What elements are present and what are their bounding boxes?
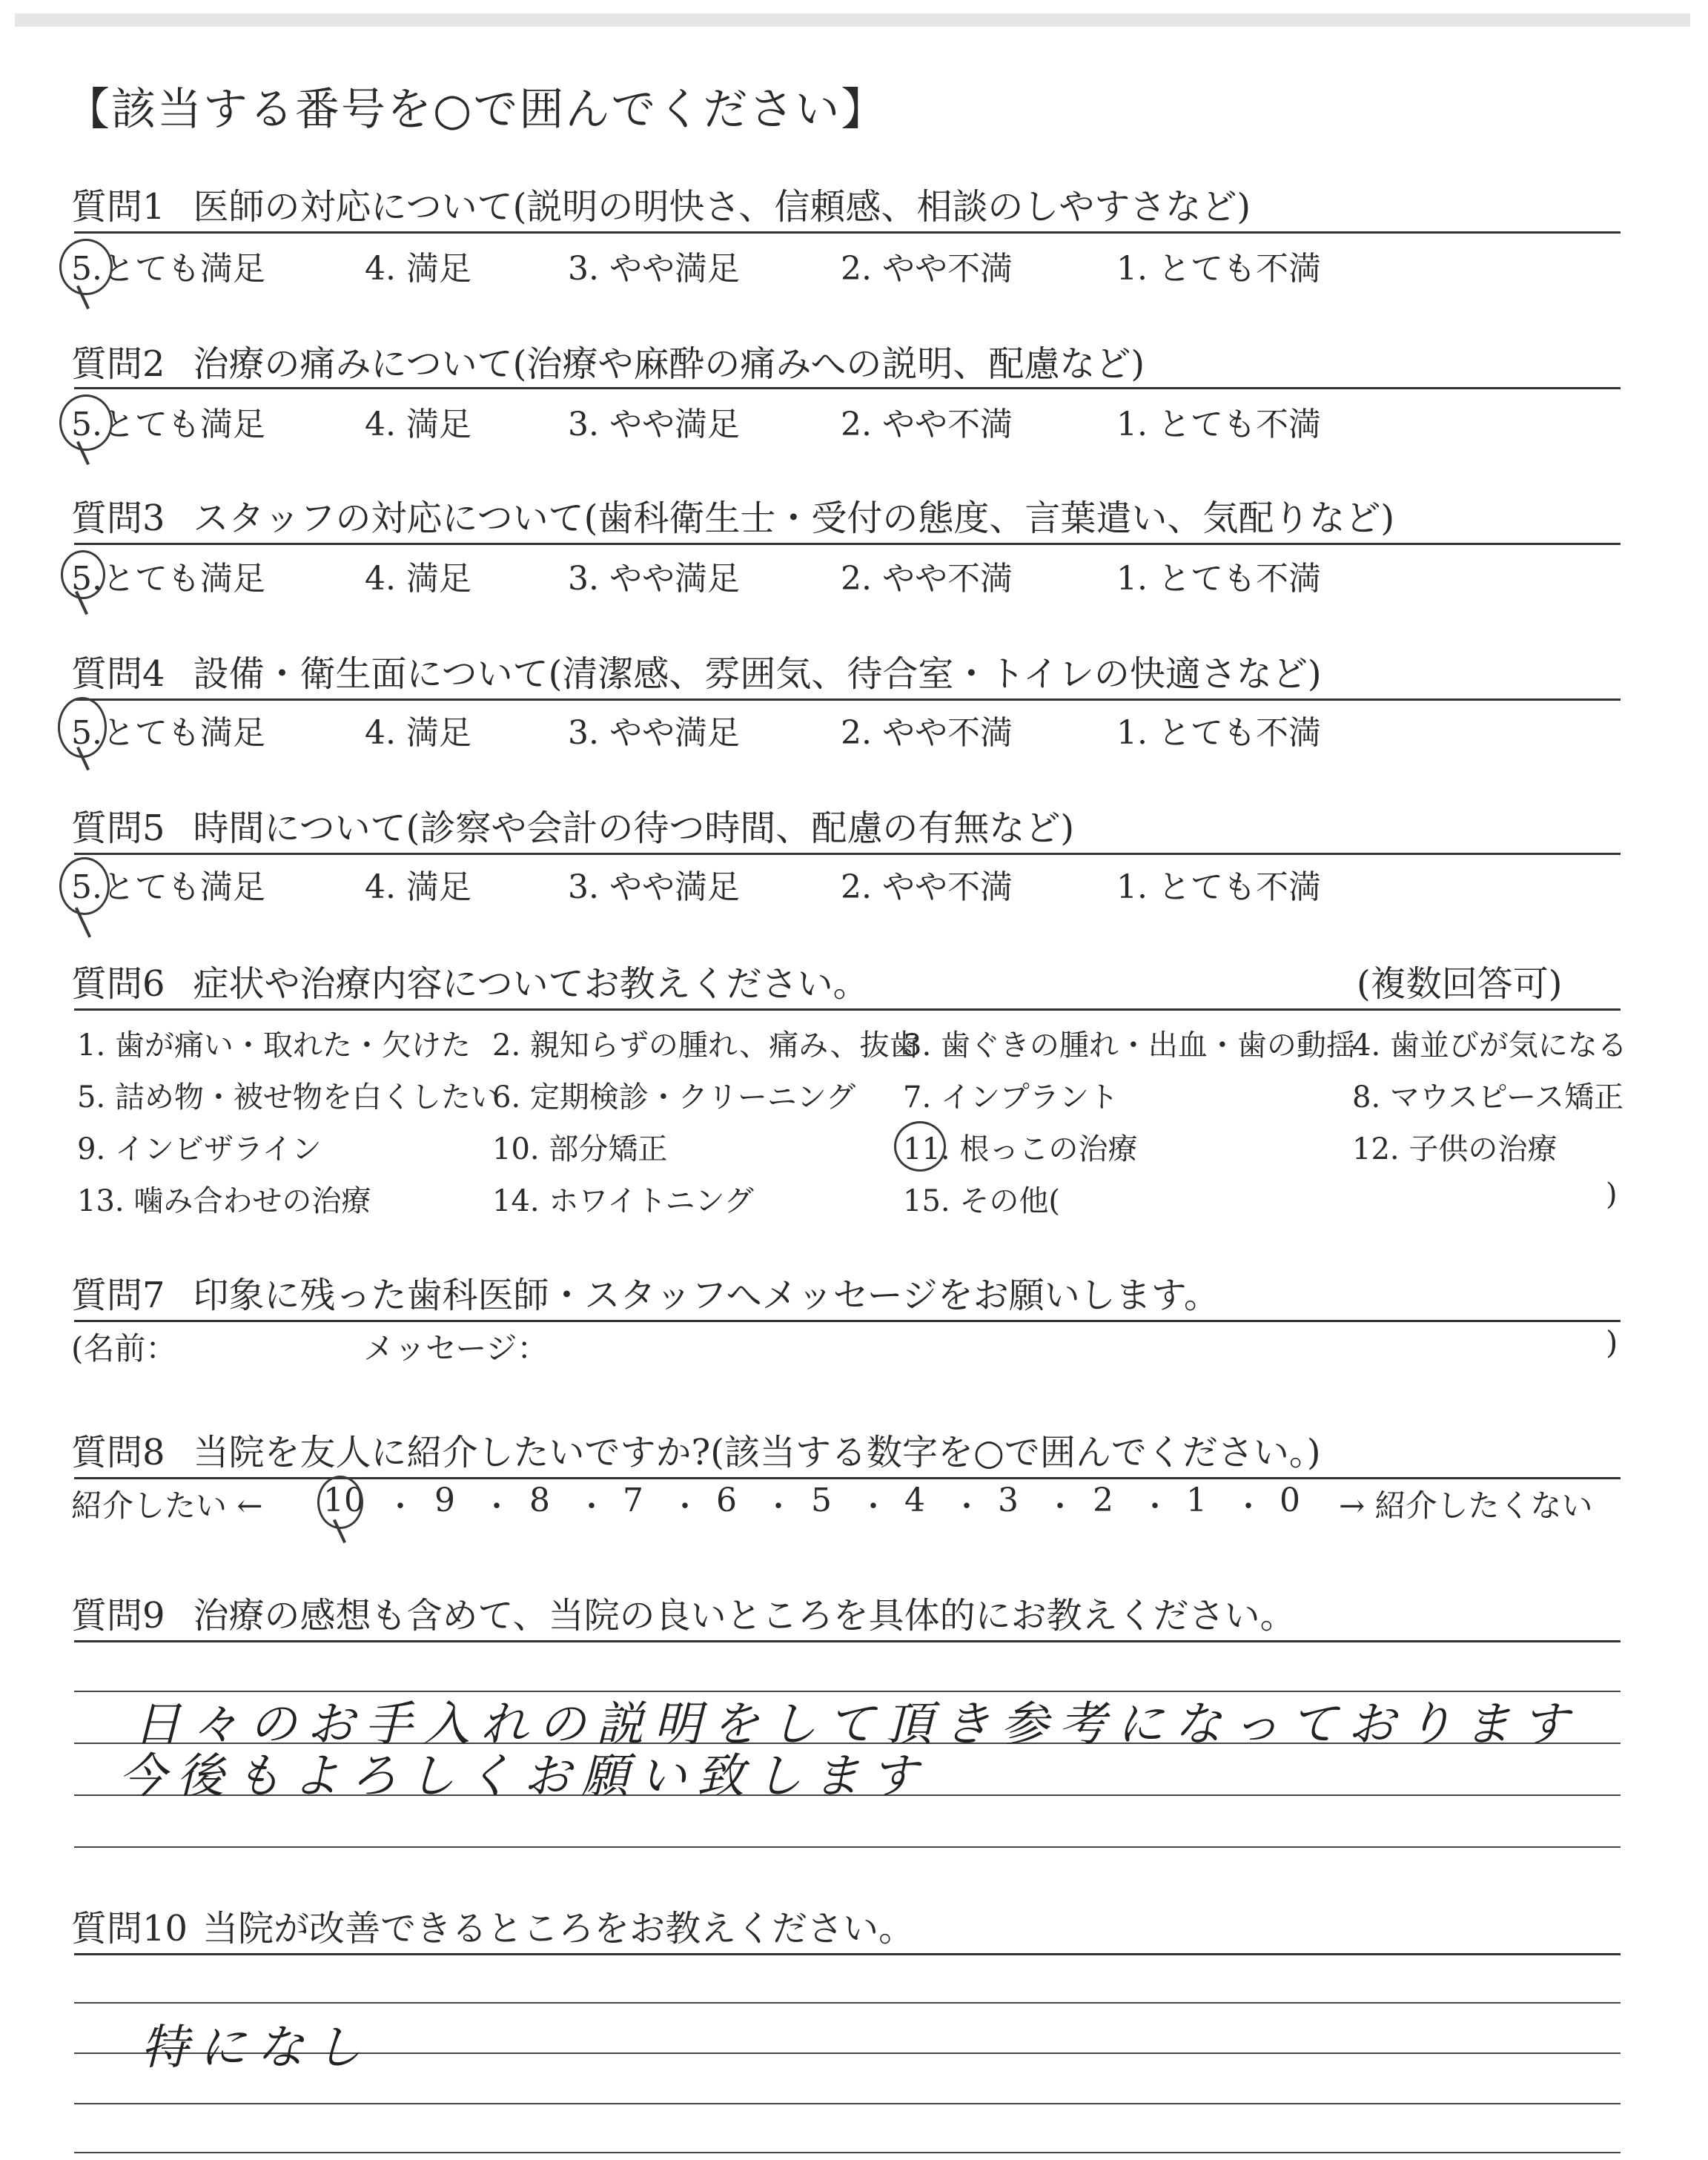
scale-separator: ・ (764, 1490, 793, 1524)
scale-separator: ・ (1234, 1490, 1263, 1524)
scale-10[interactable]: 10 (323, 1482, 365, 1519)
option-4[interactable]: 4. 満足 (365, 714, 471, 752)
question-text: 時間について(診察や会計の待つ時間、配慮の有無など) (193, 807, 1075, 849)
symptom-item[interactable]: 5. 詰め物・被せ物を白くしたい (77, 1080, 500, 1114)
scale-separator: ・ (577, 1490, 606, 1524)
symptom-item[interactable]: 8. マウスピース矯正 (1352, 1080, 1624, 1114)
option-1[interactable]: 1. とても不満 (1116, 714, 1321, 752)
option-5[interactable]: 5.とても満足 (71, 714, 265, 752)
selected-circle-mark (317, 1476, 363, 1529)
symptom-item-other[interactable]: 15. その他( (903, 1184, 1060, 1218)
option-4[interactable]: 4. 満足 (365, 406, 471, 443)
symptom-item[interactable]: 12. 子供の治療 (1352, 1132, 1558, 1166)
question-text: 設備・衛生面について(清潔感、雰囲気、待合室・トイレの快適さなど) (193, 653, 1322, 695)
scale-7[interactable]: 7 (623, 1482, 643, 1519)
symptom-item[interactable]: 4. 歯並びが気になる (1352, 1028, 1627, 1063)
option-1[interactable]: 1. とても不満 (1116, 868, 1321, 906)
question-rule (74, 1953, 1621, 1955)
option-3[interactable]: 3. やや満足 (568, 714, 740, 752)
question-label: 質問7 (71, 1275, 165, 1316)
selected-circle-mark (59, 394, 113, 451)
option-5[interactable]: 5.とても満足 (71, 560, 265, 598)
scale-separator: ・ (482, 1490, 512, 1524)
question-rule (74, 387, 1621, 389)
selected-circle-mark (58, 697, 107, 758)
scale-0[interactable]: 0 (1280, 1482, 1300, 1519)
question-label: 質問3 (71, 498, 165, 539)
scale-6[interactable]: 6 (716, 1482, 737, 1519)
question-rule (74, 543, 1621, 545)
option-3[interactable]: 3. やや満足 (568, 250, 740, 288)
option-3[interactable]: 3. やや満足 (568, 560, 740, 598)
option-5[interactable]: 5.とても満足 (71, 250, 265, 288)
option-1[interactable]: 1. とても不満 (1116, 250, 1321, 288)
question-label: 質問6 (71, 963, 165, 1005)
option-1[interactable]: 1. とても不満 (1116, 406, 1321, 443)
question-rule (74, 1320, 1621, 1322)
option-4[interactable]: 4. 満足 (365, 250, 471, 288)
question-rule (74, 1477, 1621, 1479)
option-4[interactable]: 4. 満足 (365, 560, 471, 598)
question-rule (74, 698, 1621, 701)
scale-1[interactable]: 1 (1186, 1482, 1207, 1519)
scale-9[interactable]: 9 (434, 1482, 455, 1519)
scale-2[interactable]: 2 (1093, 1482, 1113, 1519)
option-3[interactable]: 3. やや満足 (568, 868, 740, 906)
message-field-label[interactable]: メッセージ： (363, 1330, 549, 1367)
symptom-item[interactable]: 1. 歯が痛い・取れた・欠けた (77, 1028, 471, 1063)
answer-line (74, 2152, 1621, 2153)
scale-separator: ・ (858, 1490, 888, 1524)
handwritten-answer-line[interactable]: 特になし (141, 2021, 372, 2075)
question-rule (74, 231, 1621, 234)
question-rule (74, 853, 1621, 855)
option-2[interactable]: 2. やや不満 (841, 714, 1013, 752)
multi-answer-note: (複数回答可) (1357, 963, 1563, 1005)
option-2[interactable]: 2. やや不満 (841, 406, 1013, 443)
selected-circle-mark (894, 1121, 946, 1172)
symptom-item[interactable]: 6. 定期検診・クリーニング (492, 1080, 856, 1114)
question-text: スタッフの対応について(歯科衛生士・受付の態度、言葉遣い、気配りなど) (193, 498, 1395, 539)
symptom-item[interactable]: 13. 噛み合わせの治療 (77, 1184, 371, 1218)
option-2[interactable]: 2. やや不満 (841, 560, 1013, 598)
scale-5[interactable]: 5 (811, 1482, 832, 1519)
scale-4[interactable]: 4 (904, 1482, 925, 1519)
option-4[interactable]: 4. 満足 (365, 868, 471, 906)
scale-separator: ・ (385, 1490, 415, 1524)
question-label: 質問8 (71, 1432, 165, 1473)
symptom-item[interactable]: 11. 根っこの治療 (903, 1132, 1138, 1166)
question-label: 質問10 (71, 1908, 188, 1949)
page-top-edge (15, 13, 1690, 27)
handwritten-answer-line[interactable]: 今後もよろしくお願い致します (119, 1749, 928, 1804)
option-5[interactable]: 5.とても満足 (71, 406, 265, 443)
symptom-item[interactable]: 9. インビザライン (77, 1132, 322, 1166)
question-rule (74, 1640, 1621, 1642)
question-label: 質問1 (71, 186, 165, 228)
symptom-item[interactable]: 2. 親知らずの腫れ、痛み、抜歯 (492, 1028, 919, 1063)
question-text: 当院を友人に紹介したいですか?(該当する数字を○で囲んでください。) (193, 1432, 1321, 1473)
question-label: 質問4 (71, 653, 165, 695)
scale-8[interactable]: 8 (529, 1482, 550, 1519)
scale-separator: ・ (670, 1490, 700, 1524)
question-label: 質問9 (71, 1595, 165, 1636)
answer-line (74, 2002, 1621, 2004)
question-text: 症状や治療内容についてお教えください。 (193, 963, 869, 1005)
selected-circle-mark (59, 857, 110, 915)
selected-circle-mark (59, 239, 113, 295)
answer-line (74, 2103, 1621, 2104)
selected-circle-mark (61, 550, 105, 599)
handwritten-answer-line[interactable]: 日々のお手入れの説明をして頂き参考になっております (133, 1697, 1579, 1752)
question-text: 治療の痛みについて(治療や麻酔の痛みへの説明、配慮など) (193, 343, 1145, 385)
scale-separator: ・ (952, 1490, 982, 1524)
recommend-right-label: → 紹介したくない (1339, 1487, 1593, 1524)
option-2[interactable]: 2. やや不満 (841, 868, 1013, 906)
question-label: 質問5 (71, 807, 165, 849)
question-text: 医師の対応について(説明の明快さ、信頼感、相談のしやすさなど) (193, 186, 1251, 228)
scale-separator: ・ (1140, 1490, 1170, 1524)
question-text: 治療の感想も含めて、当院の良いところを具体的にお教えください。 (193, 1595, 1296, 1636)
instruction-heading: 【該当する番号を○で囲んでください】 (65, 84, 887, 136)
question-text: 印象に残った歯科医師・スタッフへメッセージをお願いします。 (193, 1275, 1219, 1316)
scale-3[interactable]: 3 (998, 1482, 1019, 1519)
question-rule (74, 1008, 1621, 1011)
symptom-item[interactable]: 3. 歯ぐきの腫れ・出血・歯の動揺 (903, 1028, 1356, 1063)
symptom-item[interactable]: 14. ホワイトニング (492, 1184, 754, 1218)
other-close-paren: ) (1606, 1178, 1618, 1212)
message-close-paren: ) (1606, 1324, 1618, 1361)
option-1[interactable]: 1. とても不満 (1116, 560, 1321, 598)
name-field-label[interactable]: (名前： (71, 1330, 177, 1367)
option-5[interactable]: 5.とても満足 (71, 868, 265, 906)
symptom-item[interactable]: 10. 部分矯正 (492, 1132, 668, 1166)
question-label: 質問2 (71, 343, 165, 385)
question-text: 当院が改善できるところをお教えください。 (202, 1908, 915, 1949)
scale-separator: ・ (1045, 1490, 1075, 1524)
symptom-item[interactable]: 7. インプラント (903, 1080, 1119, 1114)
option-2[interactable]: 2. やや不満 (841, 250, 1013, 288)
answer-line (74, 1846, 1621, 1848)
recommend-left-label: 紹介したい ← (71, 1487, 263, 1524)
option-3[interactable]: 3. やや満足 (568, 406, 740, 443)
